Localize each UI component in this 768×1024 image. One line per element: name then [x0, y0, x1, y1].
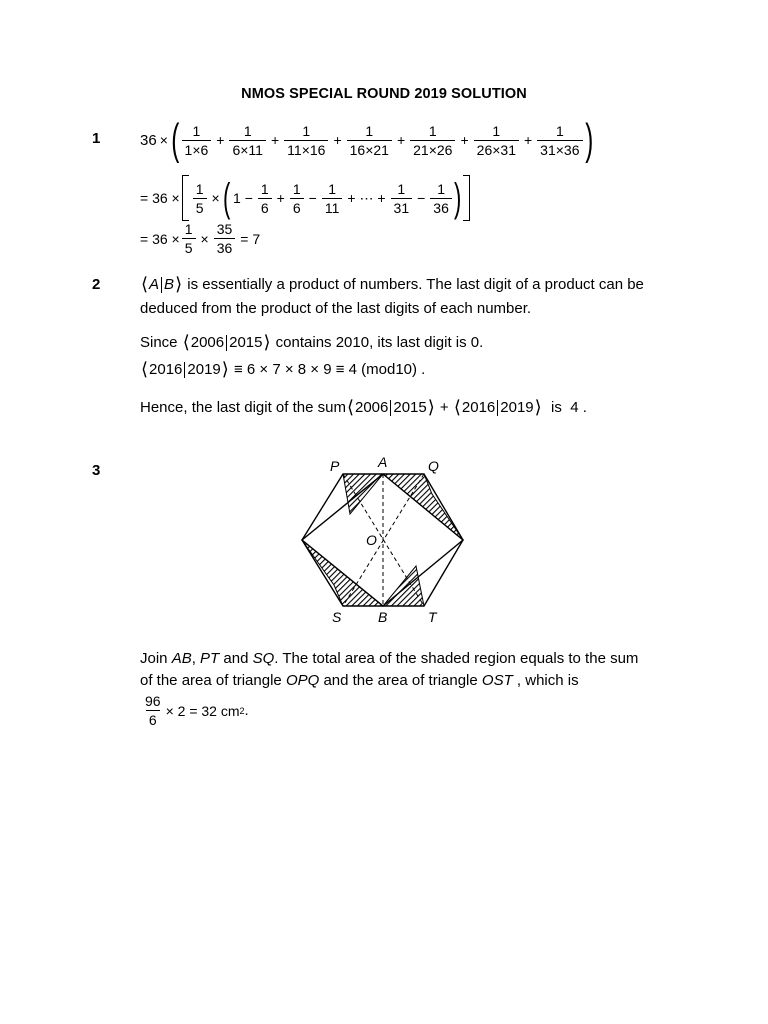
right-bracket [463, 175, 470, 221]
q1-expression-line-1: 36 × ( $\frac{1}{1\times 6}$ + $\frac{1}{6\times 11}$ + $\frac{1}{11\times 16}$ + $\frac{1}{16\times 21}$ + $\frac{1}{21\times 26}$ + $\frac{1}{26\times 31}$ + $\frac{1}{31\times 36}$ ) [140, 115, 593, 164]
label-b: B [378, 609, 388, 625]
fraction: $\frac{1}{5}$ [193, 182, 207, 215]
q2-hence-line: Hence, the last digit of the sum ⟨ 2006 2015 ⟩ + ⟨ 2016 2019 ⟩ is 4 . [140, 397, 587, 417]
right-paren: ) [453, 176, 462, 220]
fraction: $\frac{1}{16\times 21}$ [347, 124, 392, 157]
fraction: $\frac{1}{6}$ [290, 182, 304, 215]
fraction: $\frac{35}{36}$ [214, 222, 236, 255]
question-1-number: 1 [92, 130, 101, 147]
q3-final-answer: $\frac{96}{6}$ × 2 = 32 cm 2 . [140, 694, 249, 727]
hexagon-diagram [290, 452, 480, 632]
fraction: $\frac{1}{26\times 31}$ [474, 124, 519, 157]
fraction: $\frac{1}{6\times 11}$ [229, 124, 266, 157]
right-paren: ) [584, 115, 593, 164]
left-paren: ( [222, 176, 231, 220]
label-q: Q [428, 458, 439, 474]
label-p: P [330, 458, 340, 474]
q2-paragraph-line-1: ⟨ A B ⟩ is essentially a product of numbers. The last digit of a product can be [141, 274, 644, 294]
fraction: $\frac{1}{31}$ [391, 182, 413, 215]
fraction: $\frac{1}{5}$ [182, 222, 196, 255]
label-a: A [378, 454, 388, 470]
label-s: S [332, 609, 342, 625]
fraction: $\frac{96}{6}$ [145, 693, 161, 728]
fraction: $\frac{1}{31\times 36}$ [537, 124, 582, 157]
label-t: T [428, 609, 437, 625]
fraction: $\frac{1}{11\times 16}$ [284, 124, 328, 157]
page-title: NMOS SPECIAL ROUND 2019 SOLUTION [241, 86, 527, 102]
left-bracket [182, 175, 189, 221]
q1-expression-line-2: = 36 × $\frac{1}{5}$ × ( 1 − $\frac{1}{6}$ + $\frac{1}{6}$ − $\frac{1}{11}$ + ⋯ + $\frac{1}{31}$ − $\frac{1}{36}$ ) [140, 175, 472, 221]
fraction: $\frac{1}{36}$ [430, 182, 452, 215]
fraction: $\frac{1}{1\times 6}$ [182, 124, 212, 157]
times-sign: × [159, 132, 168, 148]
q1-coef: 36 [140, 131, 157, 149]
q3-paragraph-line-1: Join AB , PT and SQ . The total area of the shaded region equals to the sum [140, 650, 639, 667]
fraction: $\frac{1}{11}$ [322, 182, 343, 215]
question-2-number: 2 [92, 276, 101, 293]
q3-paragraph-line-2: of the area of triangle OPQ and the area of triangle OST , which is [140, 672, 579, 689]
question-3-number: 3 [92, 462, 101, 479]
label-o: O [366, 532, 377, 548]
fraction: $\frac{1}{6}$ [258, 182, 272, 215]
q2-since-line: Since ⟨ 2006 2015 ⟩ contains 2010, its last digit is 0. [140, 332, 484, 352]
q1-expression-line-3: = 36 × $\frac{1}{5}$ × $\frac{35}{36}$ = 7 [140, 221, 261, 256]
left-paren: ( [171, 115, 180, 164]
q2-paragraph-line-2: deduced from the product of the last digits of each number. [140, 300, 532, 317]
q2-congruence-line: ⟨ 2016 2019 ⟩ ≡ 6 × 7 × 8 × 9 ≡ 4 (mod10) . [141, 359, 426, 379]
fraction: $\frac{1}{21\times 26}$ [410, 124, 455, 157]
shaded-region-top-left [343, 474, 383, 514]
